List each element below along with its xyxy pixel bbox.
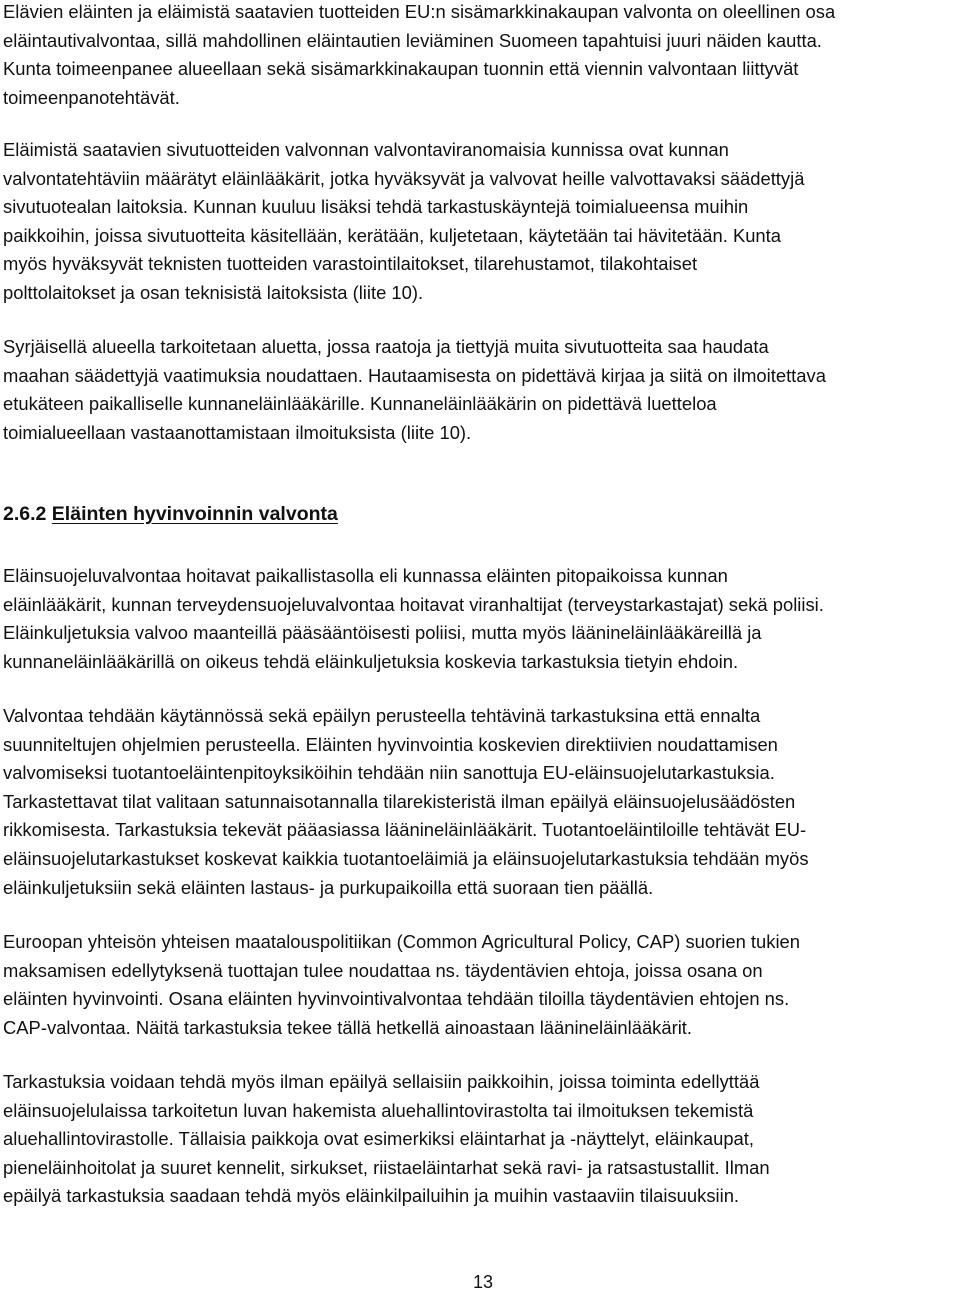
page-footer — [0, 1270, 960, 1294]
paragraph-sivutuotteet: Eläimistä saatavien sivutuotteiden valvonnan valvontaviranomaisia kunnissa ovat kunnan valvontatehtäviin määrätyt eläinlääkärit, jotka hyväksyvät ja valvovat heille valvottavaksi säädettyjä sivutuotealan laitoksia. Kunnan kuuluu lisäksi tehdä tarkastuskäyntejä toimialueensa muihin paikkoihin, joissa sivutuotteita käsitellään, kerätään, kuljetetaan, käytetään tai hävitetään. Kunta myös hyväksyvät teknisten tuotteiden varastointilaitokset, tilarehustamot, tilakohtaiset polttolaitokset ja osan teknisistä laitoksista (liite 10). — [3, 139, 805, 303]
paragraph-luvanvaraiset-paikat: Tarkastuksia voidaan tehdä myös ilman epäilyä sellaisiin paikkoihin, joissa toiminta edellyttää eläinsuojelulaissa tarkoitetun luvan hakemista aluehallintovirastolta tai ilmoituksen tekemistä aluehallintovirastolle. Tällaisia paikkoja ovat esimerkiksi eläintarhat ja -näyttelyt, eläinkaupat, pieneläinhoitolat ja suuret kennelit, sirkukset, riistaeläintarhat sekä ravi- ja ratsastustallit. Ilman epäilyä tarkastuksia saadaan tehdä myös eläinkilpailuihin ja muihin vastaaviin tilaisuuksiin. — [3, 1071, 770, 1207]
paragraph-sisamarkkinakauppa: Elävien eläinten ja eläimistä saatavien tuotteiden EU:n sisämarkkinakaupan valvonta on oleellinen osa eläintautivalvontaa, sillä mahdollinen eläintautien leviäminen Suomeen tapahtuisi juuri näiden kautta. Kunta toimeenpanee alueellaan sekä sisämarkkinakaupan tuonnin että viennin valvontaan liittyvät toimeenpanotehtävät. — [3, 1, 836, 108]
section-heading — [3, 499, 338, 529]
paragraph-syrjainen-alue: Syrjäisellä alueella tarkoitetaan aluetta, jossa raatoja ja tiettyjä muita sivutuotteita saa haudata maahan säädettyjä vaatimuksia noudattaen. Hautaamisesta on pidettävä kirjaa ja siitä on ilmoitettava etukäteen paikalliselle kunnaneläinlääkärille. Kunnaneläinlääkärin on pidettävä luetteloa toimialueellaan vastaanottamistaan ilmoituksista (liite 10). — [3, 336, 826, 443]
paragraph-valvonta-kaytannossa: Valvontaa tehdään käytännössä sekä epäilyn perusteella tehtävinä tarkastuksina että ennalta suunniteltujen ohjelmien perusteella. Eläinten hyvinvointia koskevien direktiivien noudattamisen valvomiseksi tuotantoeläintenpitoyksiköihin tehdään niin sanottuja EU-eläinsuojelutarkastuksia. Tarkastettavat tilat valitaan satunnaisotannalla tilarekisteristä ilman epäilyä eläinsuojelusäädösten rikkomisesta. Tarkastuksia tekevät pääasiassa läänineläinlääkärit. Tuotantoeläintiloille tehtävät EU- eläinsuojelutarkastukset koskevat kaikkia tuotantoeläimiä ja eläinsuojelutarkastuksia tehdään myös eläinkuljetuksiin sekä eläinten lastaus- ja purkupaikoilla että suoraan tien päällä. — [3, 705, 809, 898]
page-number: 13 — [472, 1272, 494, 1292]
section-title: Eläinten hyvinvoinnin valvonta — [51, 503, 338, 525]
paragraph-cap-valvonta: Euroopan yhteisön yhteisen maatalouspolitiikan (Common Agricultural Policy, CAP) suorien tukien maksamisen edellytyksenä tuottajan tulee noudattaa ns. täydentävien ehtoja, joissa osana on eläinten hyvinvointi. Osana eläinten hyvinvointivalvontaa tehdään tiloilla täydentävien ehtojen ns. CAP-valvontaa. Näitä tarkastuksia tekee tällä hetkellä ainoastaan läänineläinlääkärit. — [3, 931, 800, 1038]
section-number: 2.6.2 — [3, 503, 47, 525]
paragraph-elainsuojeluvalvonta: Eläinsuojeluvalvontaa hoitavat paikallistasolla eli kunnassa eläinten pitopaikoissa kunnan eläinlääkärit, kunnan terveydensuojeluvalvontaa hoitavat viranhaltijat (terveystarkastajat) sekä poliisi. Eläinkuljetuksia valvoo maanteillä pääsääntöisesti poliisi, mutta myös läänineläinlääkäreillä ja kunnaneläinlääkärillä on oikeus tehdä eläinkuljetuksia koskevia tarkastuksia tietyin ehdoin. — [3, 565, 824, 672]
